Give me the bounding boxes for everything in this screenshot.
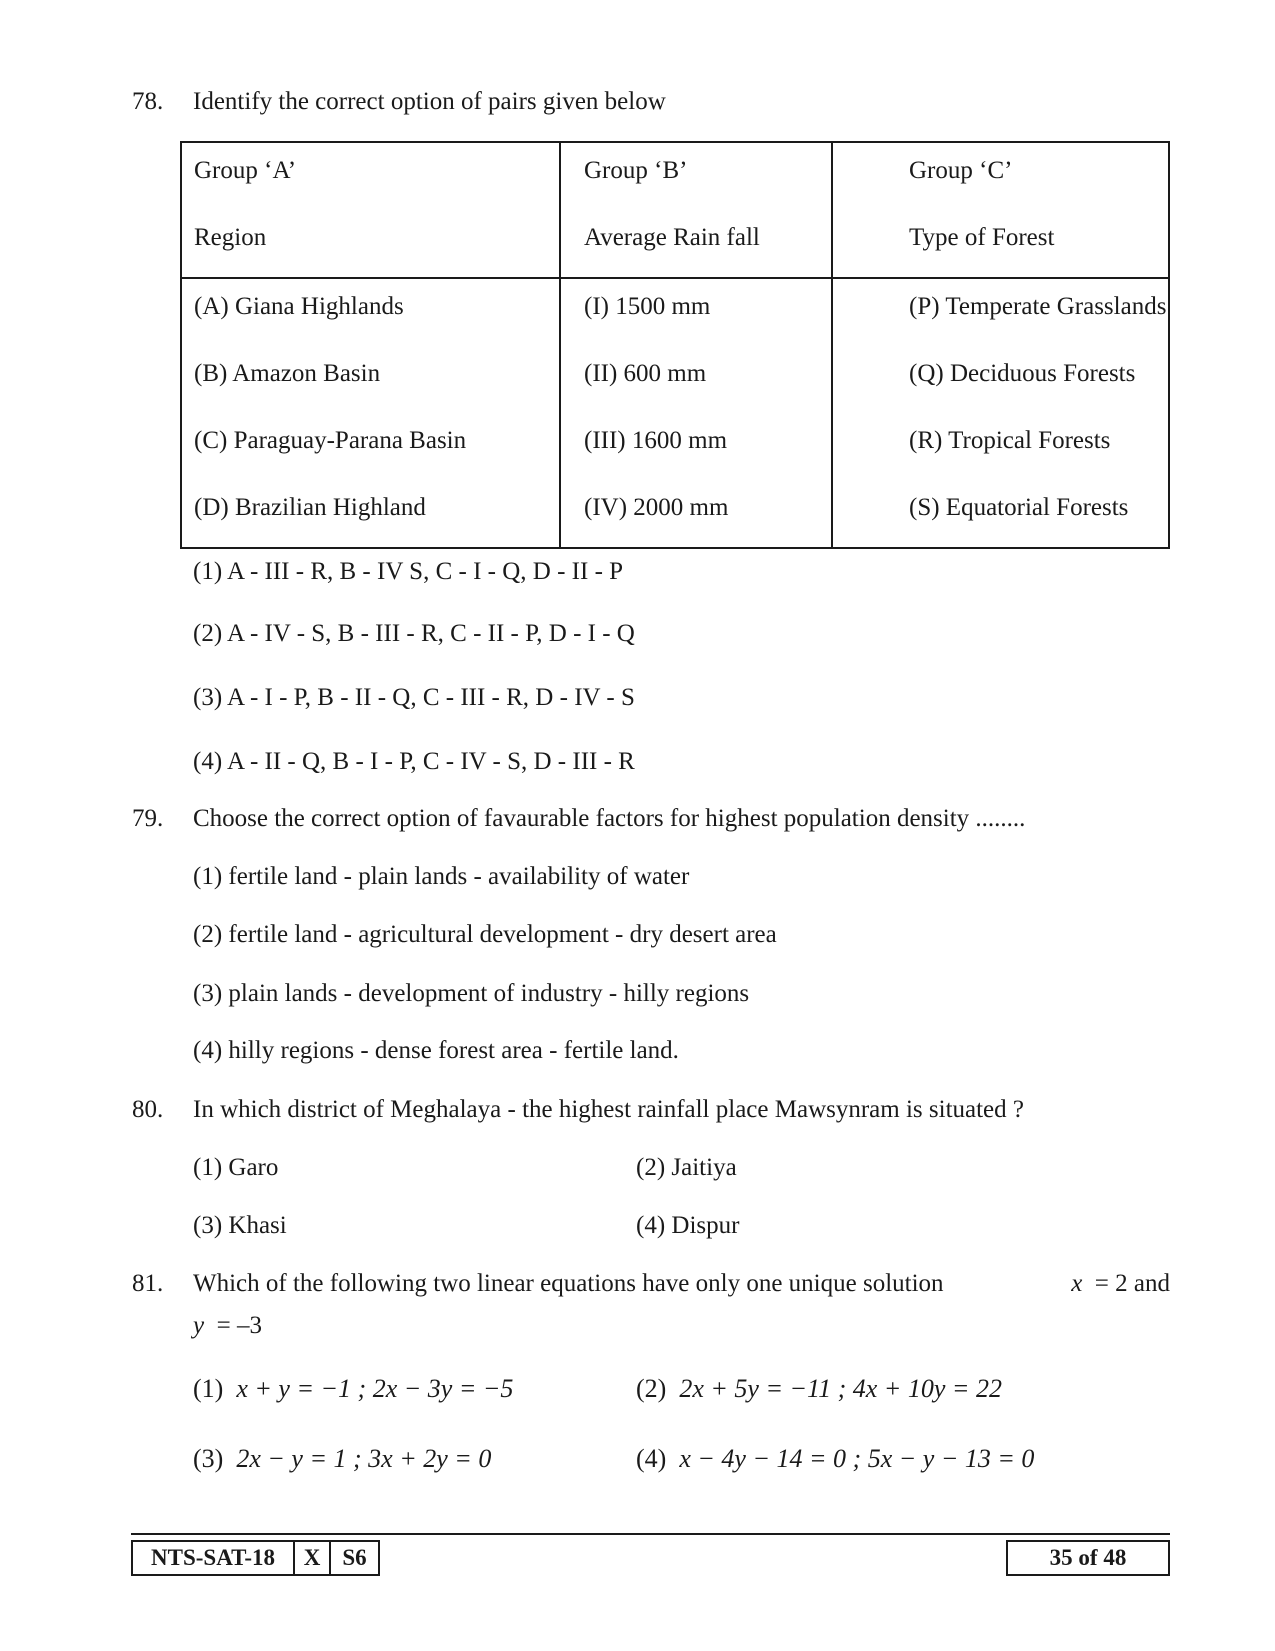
- pairs-table: [180, 141, 1170, 549]
- variable-y: y: [193, 1312, 205, 1339]
- table-item: (I) 1500 mm: [584, 293, 711, 320]
- equation: x + y = −1 ; 2x − 3y = −5: [236, 1374, 514, 1403]
- header-group: Group ‘C’: [909, 157, 1013, 184]
- question-text-line2: [193, 1313, 262, 1338]
- table-item: (Q) Deciduous Forests: [909, 360, 1136, 387]
- option-label: (3): [193, 1444, 224, 1473]
- answer-option: [193, 1376, 513, 1402]
- equation: 2x − y = 1 ; 3x + 2y = 0: [236, 1444, 492, 1473]
- answer-option: (4) Dispur: [636, 1212, 740, 1239]
- header-group: Group ‘A’: [194, 157, 297, 184]
- answer-option: (1) fertile land - plain lands - availability of water: [193, 863, 690, 890]
- table-item: (R) Tropical Forests: [909, 427, 1111, 454]
- question-number: 81.: [132, 1270, 164, 1297]
- question-text: Identify the correct option of pairs given below: [193, 88, 666, 115]
- question-text-part: [1071, 1271, 1170, 1296]
- header-label: Region: [194, 224, 267, 251]
- table-item: (IV) 2000 mm: [584, 494, 729, 521]
- question-text: Choose the correct option of favaurable factors for highest population density ........: [193, 805, 1026, 832]
- table-item: (II) 600 mm: [584, 360, 707, 387]
- question-text: [193, 1271, 1170, 1296]
- question-number: 80.: [132, 1096, 164, 1123]
- answer-option: (3) plain lands - development of industry - hilly regions: [193, 980, 750, 1007]
- footer-divider: [131, 1533, 1170, 1535]
- answer-option: (3) Khasi: [193, 1212, 287, 1239]
- table-body-cell: [560, 278, 832, 548]
- header-group: Group ‘B’: [584, 157, 688, 184]
- table-item: (P) Temperate Grasslands: [909, 293, 1167, 320]
- table-header-cell: [560, 142, 832, 278]
- table-item: (B) Amazon Basin: [194, 360, 381, 387]
- question-text: In which district of Meghalaya - the highest rainfall place Mawsynram is situated ?: [193, 1096, 1024, 1123]
- table-item: (III) 1600 mm: [584, 427, 728, 454]
- table-item: (S) Equatorial Forests: [909, 494, 1129, 521]
- header-label: Average Rain fall: [584, 224, 760, 251]
- table-body-cell: [181, 278, 560, 548]
- question-text-part: = 2 and: [1094, 1270, 1170, 1297]
- header-label: Type of Forest: [909, 224, 1055, 251]
- class-code: X: [293, 1540, 331, 1576]
- answer-option: [636, 1376, 1002, 1402]
- answer-option: (1) A - III - R, B - IV S, C - I - Q, D - II - P: [193, 558, 624, 585]
- answer-option: (2) fertile land - agricultural development - dry desert area: [193, 921, 777, 948]
- answer-option: [636, 1446, 1034, 1472]
- table-header-cell: [832, 142, 1169, 278]
- subject-code: S6: [329, 1540, 380, 1576]
- table-item: (A) Giana Highlands: [194, 293, 404, 320]
- option-label: (1): [193, 1374, 224, 1403]
- table-item: (D) Brazilian Highland: [194, 494, 426, 521]
- question-text-part: Which of the following two linear equations have only one unique solution: [193, 1270, 944, 1297]
- variable-x: x: [1071, 1270, 1083, 1297]
- exam-code: NTS-SAT-18: [131, 1540, 295, 1576]
- table-header-cell: [181, 142, 560, 278]
- table-item: (C) Paraguay-Parana Basin: [194, 427, 467, 454]
- answer-option: [193, 1446, 491, 1472]
- question-number: 78.: [132, 88, 164, 115]
- question-text-part: = –3: [216, 1312, 262, 1339]
- option-label: (2): [636, 1374, 667, 1403]
- answer-option: (4) hilly regions - dense forest area - fertile land.: [193, 1037, 679, 1064]
- table-body-cell: [832, 278, 1169, 548]
- answer-option: (1) Garo: [193, 1154, 279, 1181]
- option-label: (4): [636, 1444, 667, 1473]
- answer-option: (3) A - I - P, B - II - Q, C - III - R, D - IV - S: [193, 684, 635, 711]
- answer-option: (4) A - II - Q, B - I - P, C - IV - S, D - III - R: [193, 748, 635, 775]
- answer-option: (2) Jaitiya: [636, 1154, 737, 1181]
- answer-option: (2) A - IV - S, B - III - R, C - II - P, D - I - Q: [193, 620, 635, 647]
- equation: x − 4y − 14 = 0 ; 5x − y − 13 = 0: [679, 1444, 1035, 1473]
- equation: 2x + 5y = −11 ; 4x + 10y = 22: [679, 1374, 1002, 1403]
- page-number: 35 of 48: [1006, 1540, 1170, 1576]
- question-number: 79.: [132, 805, 164, 832]
